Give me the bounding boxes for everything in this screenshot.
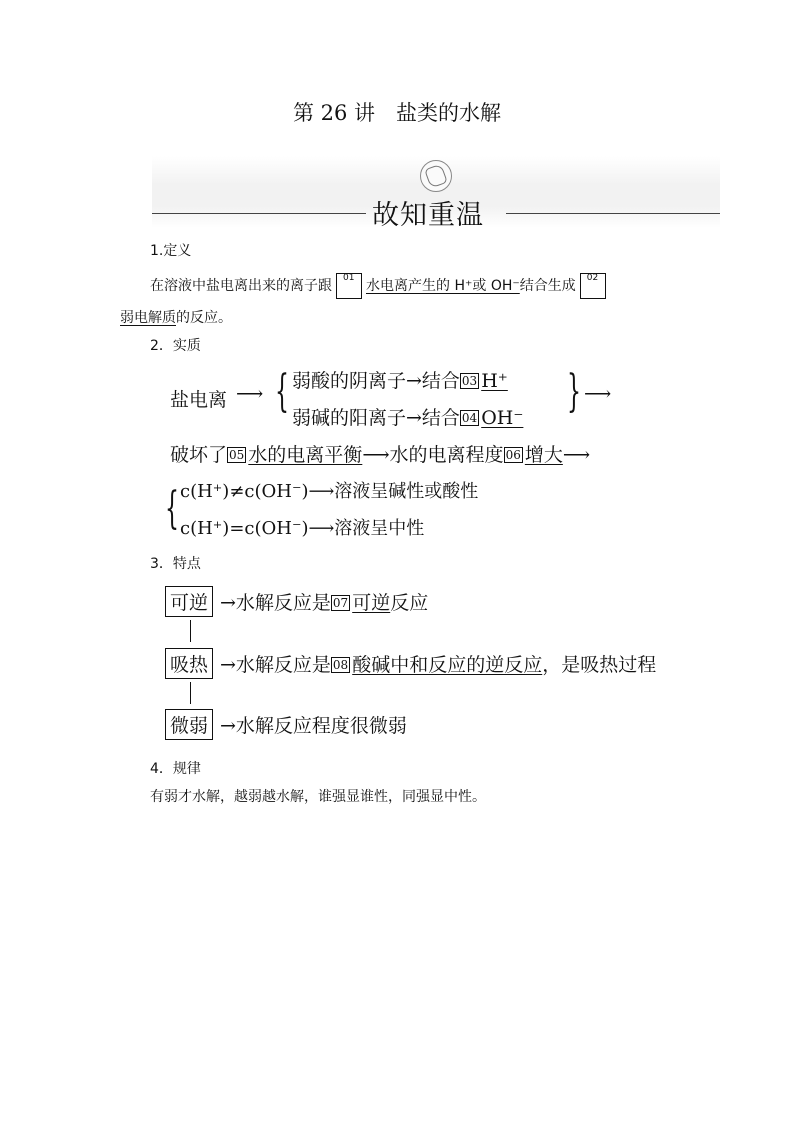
blank-number: 01	[343, 273, 355, 283]
feature-line-endothermic	[220, 650, 656, 677]
row-text: 破坏了	[170, 444, 228, 466]
feature-line-weak: →水解反应程度很微弱	[220, 715, 407, 737]
right-brace: }	[567, 366, 581, 417]
left-brace: {	[275, 366, 289, 417]
answer-text: 水电离产生的 H⁺或 OH⁻	[366, 278, 520, 294]
arrow-icon: ⟶	[236, 383, 264, 405]
blank-box-01	[336, 273, 362, 299]
banner-title: 故知重温	[372, 200, 484, 231]
blank-number: 07	[332, 596, 349, 610]
row-text: ，是吸热过程	[542, 654, 657, 676]
answer-text: OH⁻	[481, 407, 524, 429]
row-text: →水解反应是	[220, 654, 331, 676]
disrupt-line	[170, 440, 590, 467]
banner-rule-right	[506, 213, 720, 214]
salt-ionization-label: 盐电离	[170, 389, 228, 411]
feature-box-endothermic: 吸热	[165, 648, 213, 679]
section-heading-features: 3．特点	[150, 556, 201, 572]
answer-text: 可逆	[352, 592, 391, 614]
row-text: →水解反应是	[220, 592, 331, 614]
weak-base-row	[292, 403, 523, 430]
definition-line-1	[150, 273, 610, 299]
section-heading-essence: 2．实质	[150, 338, 201, 354]
answer-text: 增大	[524, 444, 563, 466]
page-title: 第 26 讲 盐类的水解	[292, 101, 502, 125]
answer-text: 弱电解质	[120, 310, 176, 326]
row-text: 弱酸的阴离子→结合	[292, 370, 460, 392]
weak-acid-row	[292, 366, 508, 393]
blank-number: 05	[229, 448, 245, 462]
connector-line	[190, 682, 191, 704]
blank-number: 04	[461, 411, 478, 425]
banner-rule-left	[152, 213, 366, 214]
answer-text: 酸碱中和反应的逆反应	[352, 654, 543, 676]
section-heading-definition: 1.定义	[150, 243, 192, 259]
feature-box-weak: 微弱	[165, 709, 213, 740]
blank-number: 08	[332, 658, 349, 672]
connector-line	[190, 620, 191, 642]
feature-line-reversible	[220, 588, 428, 615]
condition-equal: c(H⁺)=c(OH⁻)⟶溶液呈中性	[180, 518, 425, 539]
definition-text: 的反应。	[176, 310, 232, 326]
definition-text: 在溶液中盐电离出来的离子跟	[150, 278, 332, 294]
blank-box-02	[580, 273, 606, 299]
answer-text: H⁺	[481, 370, 508, 392]
conditions-brace: {	[165, 483, 179, 534]
arrow-icon: ⟶	[584, 383, 612, 405]
row-text: ⟶水的电离程度	[362, 444, 504, 466]
definition-line-2	[120, 307, 232, 327]
blank-number: 03	[461, 374, 478, 388]
definition-text: 结合生成	[519, 278, 576, 294]
rule-text: 有弱才水解，越弱越水解，谁强显谁性，同强显中性。	[150, 789, 486, 805]
row-text: 反应	[390, 592, 429, 614]
blank-number: 02	[586, 273, 599, 283]
feature-box-reversible: 可逆	[165, 586, 213, 617]
arrow-icon: ⟶	[562, 444, 591, 466]
row-text: 弱碱的阳离子→结合	[292, 407, 460, 429]
section-heading-rule: 4．规律	[150, 761, 201, 777]
blank-number: 06	[505, 448, 521, 462]
condition-unequal: c(H⁺)≠c(OH⁻)⟶溶液呈碱性或酸性	[180, 481, 479, 502]
answer-text: 水的电离平衡	[248, 444, 363, 466]
